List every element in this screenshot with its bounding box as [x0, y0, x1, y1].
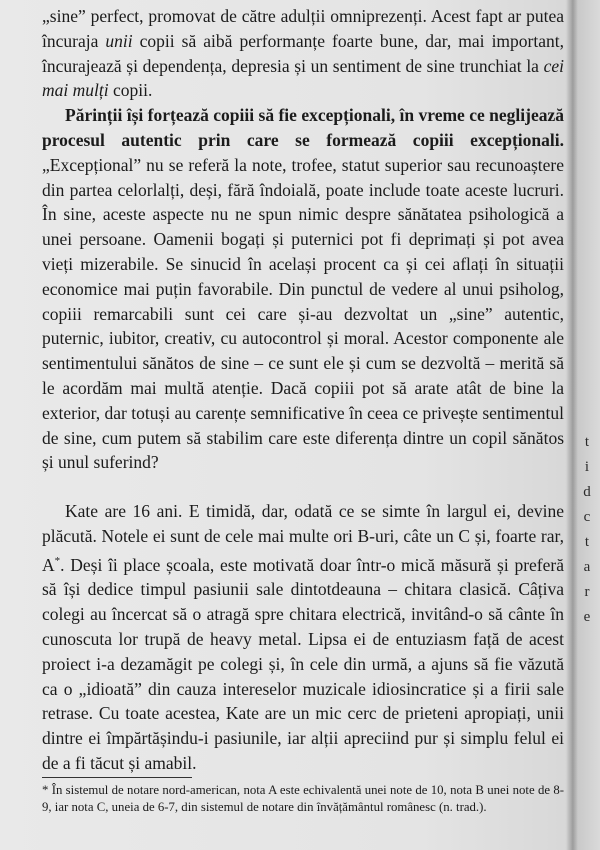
paragraph-1: [42, 4, 564, 103]
margin-glyph: d: [583, 484, 591, 500]
footnote-mark: *: [42, 783, 49, 797]
paragraph-1-emphasis-1: unii: [105, 30, 133, 51]
paragraph-1-part-1: „sine” perfect, promovat de către adulții omniprezenți. Acest fapt ar putea încuraja: [42, 6, 564, 51]
footnote-reference-mark: *: [54, 554, 61, 567]
footnote-divider: [42, 777, 192, 778]
footnote: [42, 782, 564, 816]
paragraph-3-part-2: . Deși îi place școala, este motivată doar într-o mică măsură și preferă să își dedice timpul pasiunii sale dintotdeauna – chitara clasică. Câțiva colegi au încercat să o atragă spre chitara electrică, invitând-o să cânte în cunoscuta lor trupă de heavy metal. Lipsa ei de entuziasm față de acest proiect i-a dezamăgit pe colegi și, în cele din urmă, a ajuns să fie văzută ca o „idioată” din cauza intereselor muzicale idiosincratice și a firii sale retrase. Cu toate acestea, Kate are un mic cerc de prieteni apropiați, unii dintre ei împărtășindu-i pasiunile, iar alții apreciind pur și simplu felul ei de a fi tăcut și amabil.: [42, 554, 564, 773]
paragraph-2: [42, 103, 564, 475]
body-text: [42, 4, 564, 776]
margin-glyph: a: [583, 559, 591, 575]
paragraph-3: [42, 499, 564, 776]
margin-glyph: r: [584, 584, 590, 600]
paragraph-gap: [42, 475, 564, 499]
paragraph-3-part-1: Kate are 16 ani. E timidă, dar, odată ce se simte în largul ei, devine plăcută. Notele ei sunt de cele mai multe ori B-uri, câte un C și, foarte rar, A: [42, 501, 564, 575]
adjacent-page-edge: [566, 0, 600, 850]
margin-glyph: i: [584, 459, 590, 475]
paragraph-1-part-2: copii să aibă performanțe foarte bune, dar, mai important, încurajează și dependența, depresia și un sentiment de sine trunchiat la: [42, 30, 564, 76]
paragraph-1-part-3: copii.: [108, 80, 153, 101]
margin-glyph: t: [584, 434, 590, 450]
margin-glyph: t: [584, 534, 590, 550]
footnote-text: În sistemul de notare nord-american, nota A este echivalentă unei note de 10, nota B unei note de 8-9, iar nota C, uneia de 6-7, din sistemul de notare din învățământul românesc (n. trad.).: [42, 783, 564, 814]
adjacent-page-glyphs: [578, 430, 596, 630]
margin-glyph: e: [583, 609, 591, 625]
paragraph-1-emphasis-2: cei mai mulți: [42, 55, 564, 101]
margin-glyph: c: [583, 509, 591, 525]
paragraph-2-body: „Excepțional” nu se referă la note, trofee, statut superior sau recunoaștere din partea celorlalți, deși, fără îndoială, poate include toate aceste lucruri. În sine, aceste aspecte nu ne spun nimic despre sănătatea psihologică a unei persoane. Oamenii bogați și puternici pot fi deprimați și pot avea vieți mizerabile. Se sinucid în același procent ca și cei aflați în situații economice mai puțin favorabile. Din punctul de vedere al unui psiholog, copiii remarcabili sunt cei care și-au dezvoltat un „sine” autentic, puternic, iubitor, creativ, cu autocontrol și moral. Acestor componente ale sentimentului sănătos de sine – ce sunt ele și cum se dezvoltă – merită să le acordăm mai multă atenție. Dacă copiii pot să arate atât de bine la exterior, dar totuși au carențe semnificative în ceea ce privește sentimentul de sine, cum putem să stabilim care este diferența dintre un copil sănătos și unul suferind?: [42, 154, 564, 473]
paragraph-2-bold-lead: Părinții își forțează copiii să fie excepționali, în vreme ce neglijează procesul autentic prin care se formează copiii excepționali.: [42, 105, 564, 150]
